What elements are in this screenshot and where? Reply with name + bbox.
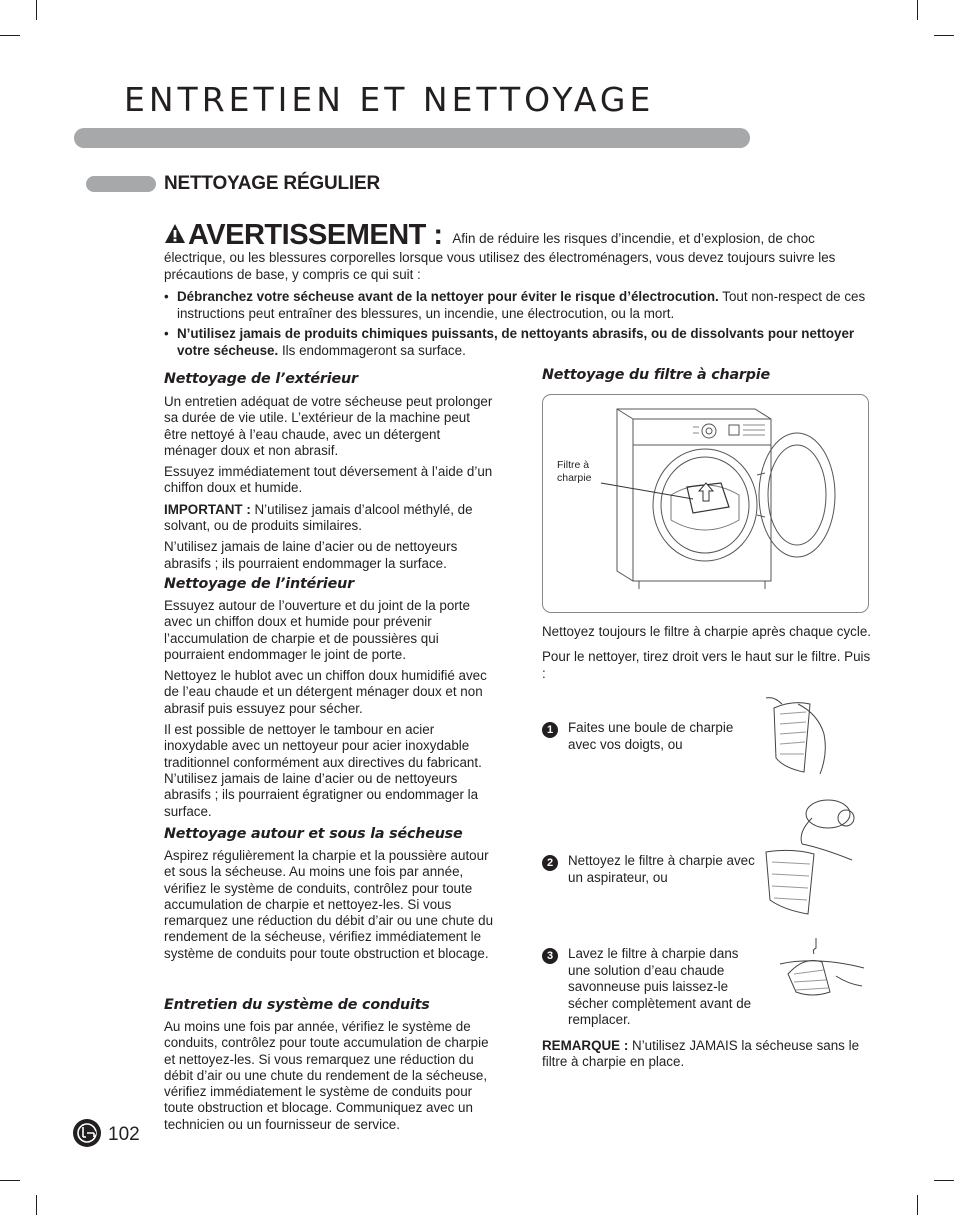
note-label: REMARQUE : <box>542 1038 629 1053</box>
heading-ducts: Entretien du système de conduits <box>164 997 430 1013</box>
step-text: Faites une boule de charpie avec vos doigts, ou <box>568 720 734 752</box>
section-title: NETTOYAGE RÉGULIER <box>164 173 380 194</box>
crop-mark <box>36 0 37 20</box>
title-bar <box>74 128 750 148</box>
paragraph: N’utilisez jamais de laine d’acier ou de nettoyeurs abrasifs ; ils pourraient endommager la surface. <box>164 539 458 571</box>
lg-logo-icon <box>72 1118 102 1148</box>
crop-mark <box>917 0 918 20</box>
dryer-illustration <box>543 395 868 612</box>
paragraph: Il est possible de nettoyer le tambour en acier inoxydable avec un nettoyeur pour acier inoxydable traditionnel conformément aux directives du fabricant. N’utilisez jamais de laine d’acier ou de nettoyeurs abrasifs ; ils pourraient égratigner ou endommager la surface. <box>164 722 482 819</box>
crop-mark <box>0 35 20 36</box>
crop-mark <box>934 1180 954 1181</box>
step-text: Nettoyez le filtre à charpie avec un aspirateur, ou <box>568 853 755 885</box>
bullet-text: Tout non-respect de ces instructions peut entraîner des blessures, un incendie, une électrocution, ou la mort. <box>177 289 866 321</box>
vacuum-cleaner-icon <box>762 792 868 922</box>
paragraph: Nettoyez toujours le filtre à charpie après chaque cycle. <box>542 624 871 639</box>
heading-interior: Nettoyage de l’intérieur <box>164 576 354 592</box>
paragraph: Nettoyez le hublot avec un chiffon doux humidifié avec de l’eau chaude et un détergent ménager doux et non abrasif puis essuyez pour sécher. <box>164 668 487 716</box>
dryer-figure <box>542 394 869 613</box>
warning-bullet: • Débranchez votre sécheuse avant de la nettoyer pour éviter le risque d’électrocution. Tout non-respect de ces instructions peut entraîner des blessures, un incendie, une électrocution, ou la mort. <box>164 289 866 321</box>
paragraph: Aspirez régulièrement la charpie et la poussière autour et sous la sécheuse. Au moins une fois par année, vérifiez le système de conduits, contrôlez pour toute accumulation de charpie et nettoyez-les. Si vous remarquez une réduction du débit d’air ou une chute du rendement de la sécheuse, vérifiez immédiatement le système de conduits pour toute obstruction et blocage. <box>164 848 494 961</box>
paragraph: Au moins une fois par année, vérifiez le système de conduits, contrôlez pour toute accumulation de charpie et nettoyez-les. Si vous remarquez une réduction du débit d’air ou une chute du rendement de la sécheuse, vérifiez immédiatement le système de conduits pour toute obstruction et blocage. Communiquez avec un technicien ou un fournisseur de service. <box>164 1019 489 1132</box>
warning-bullet: • N’utilisez jamais de produits chimiques puissants, de nettoyants abrasifs, ou de dissolvants pour nettoyer votre sécheuse. Ils endommageront sa surface. <box>164 326 855 358</box>
page-number: 102 <box>108 1124 140 1145</box>
paragraph: REMARQUE : N’utilisez JAMAIS la sécheuse sans le filtre à charpie en place. <box>542 1038 860 1070</box>
crop-mark <box>36 1195 37 1215</box>
bullet-bold: N’utilisez jamais de produits chimiques puissants, de nettoyants abrasifs, ou de dissolvants pour nettoyer votre sécheuse. <box>177 326 855 358</box>
bullet-text: Ils endommageront sa surface. <box>278 342 466 358</box>
crop-mark <box>934 35 954 36</box>
warning-block <box>164 221 869 283</box>
warning-label: AVERTISSEMENT : <box>188 219 443 251</box>
heading-around: Nettoyage autour et sous la sécheuse <box>164 826 463 842</box>
crop-mark <box>0 1180 20 1181</box>
paragraph: Pour le nettoyer, tirez droit vers le haut sur le filtre. Puis : <box>542 649 871 681</box>
around-body <box>164 848 494 967</box>
step-number: 2 <box>542 855 558 871</box>
ducts-body <box>164 1019 494 1138</box>
section-pill <box>86 176 156 192</box>
warning-bullets <box>164 289 869 363</box>
bullet-bold: Débranchez votre sécheuse avant de la nettoyer pour éviter le risque d’électrocution. <box>177 289 719 304</box>
paragraph: Essuyez immédiatement tout déversement à l’aide d’un chiffon doux et humide. <box>164 464 493 496</box>
interior-body <box>164 598 494 825</box>
exterior-body <box>164 394 494 577</box>
step-number: 3 <box>542 948 558 964</box>
warning-triangle-icon <box>164 223 186 245</box>
heading-filter: Nettoyage du filtre à charpie <box>542 367 771 383</box>
paragraph: Un entretien adéquat de votre sécheuse peut prolonger sa durée de vie utile. L’extérieur de la machine peut être nettoyé à l’eau chaude, avec un détergent ménager doux et non abrasif. <box>164 394 493 458</box>
figure-label: Filtre à charpie <box>557 459 592 484</box>
heading-exterior: Nettoyage de l’extérieur <box>164 371 358 387</box>
step-number: 1 <box>542 722 558 738</box>
important-label: IMPORTANT : <box>164 501 251 517</box>
warning-text: Afin de réduire les risques d’incendie, et d’explosion, de choc électrique, ou les blessures corporelles lorsque vous utilisez des électroménagers, vous devez toujours suivre les précautions de base, y compris ce qui suit : <box>164 231 836 282</box>
lint-filter-hand-icon <box>762 694 868 780</box>
filter-body <box>542 624 872 687</box>
filter-note <box>542 1038 872 1076</box>
paragraph: Essuyez autour de l’ouverture et du joint de la porte avec un chiffon doux et humide pour prévenir l’accumulation de charpie et de poussières qui pourraient endommager le joint de porte. <box>164 598 470 662</box>
paragraph: IMPORTANT : N’utilisez jamais d’alcool méthylé, de solvant, ou de produits similaires. <box>164 501 473 534</box>
page-title: ENTRETIEN ET NETTOYAGE <box>124 80 655 119</box>
crop-mark <box>917 1195 918 1215</box>
step-text: Lavez le filtre à charpie dans une solution d’eau chaude savonneuse puis laissez-le sécher complètement avant de remplacer. <box>568 946 752 1027</box>
washing-filter-icon <box>776 934 868 1004</box>
